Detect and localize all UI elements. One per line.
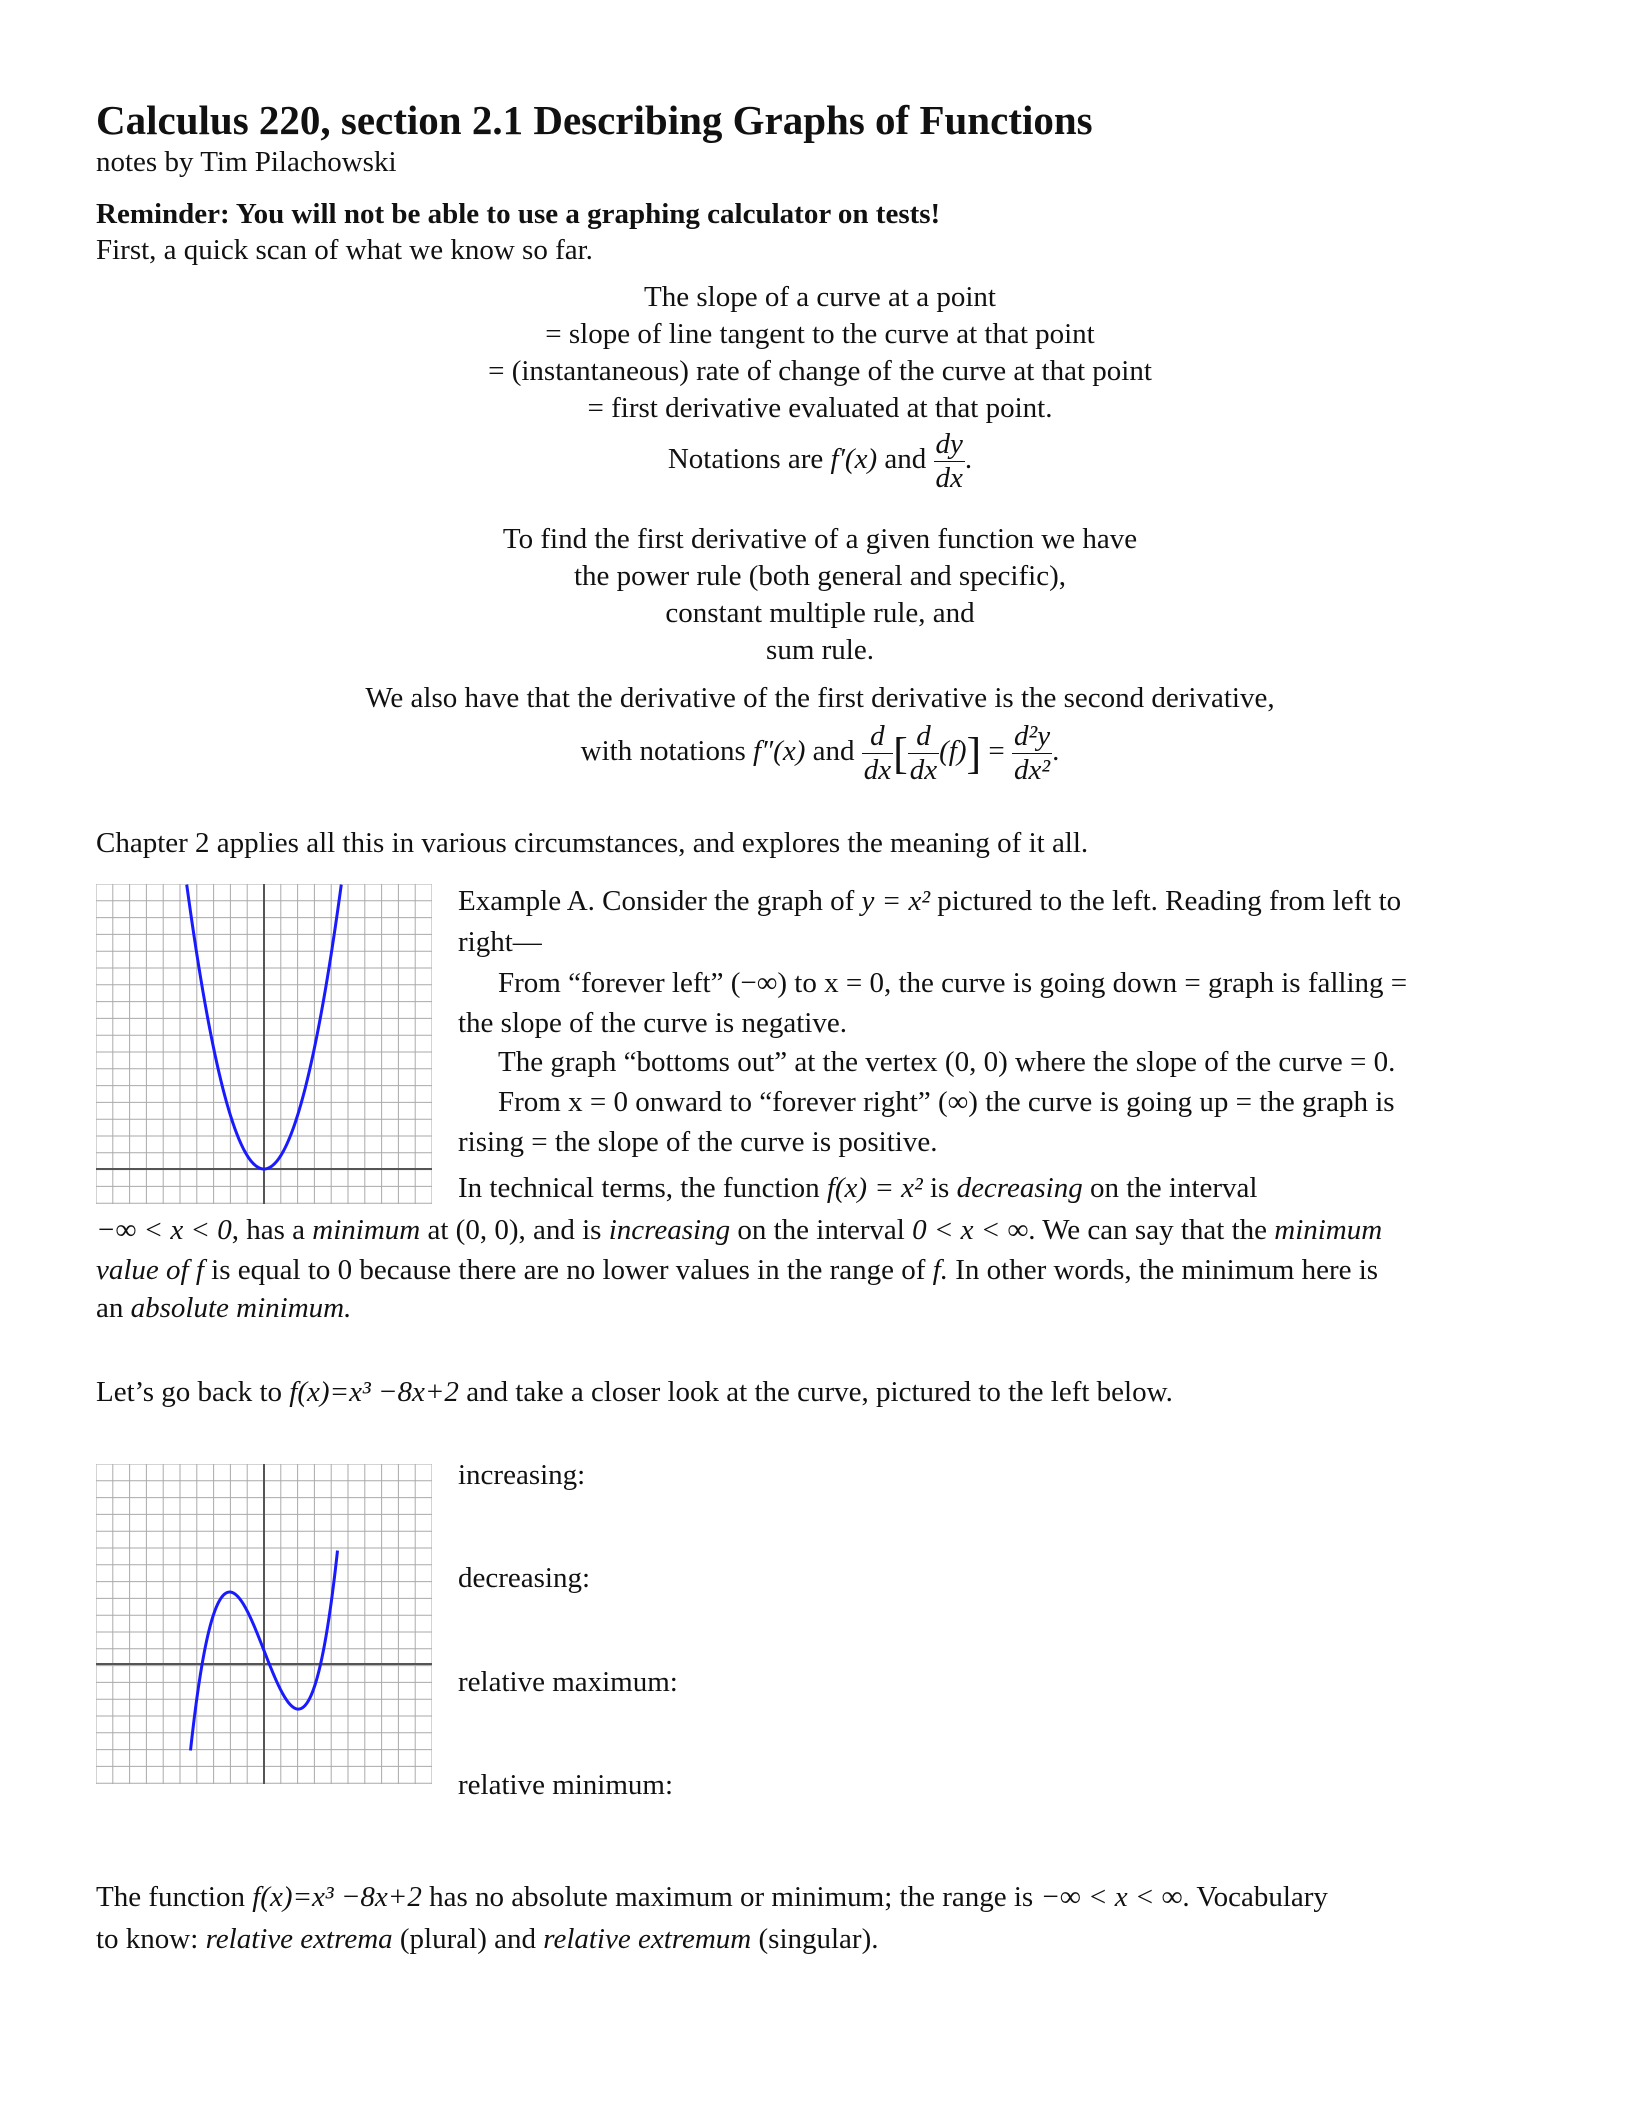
cubic-intro: Let’s go back to f(x)=x³ −8x+2 and take a closer look at the curve, pictured to the left below.	[96, 1376, 1173, 1408]
notations-period: .	[964, 443, 973, 476]
example-a-line-11: an absolute minimum.	[96, 1292, 352, 1324]
example-a-line-1: Example A. Consider the graph of y = x² pictured to the left. Reading from left to	[458, 885, 1402, 917]
label-relative-maximum: relative maximum:	[458, 1666, 678, 1698]
notations-and: and	[884, 443, 927, 476]
label-increasing: increasing:	[458, 1459, 586, 1491]
dy-numerator: dy	[935, 428, 963, 460]
notation-fprime: f′(x)	[830, 443, 878, 476]
notations-line	[0, 430, 1640, 493]
example-a-line-9: −∞ < x < 0, has a minimum at (0, 0), and is increasing on the interval 0 < x < ∞. We can say that the minimum	[96, 1214, 1383, 1246]
label-relative-minimum: relative minimum:	[458, 1769, 674, 1801]
slope-line-3: = (instantaneous) rate of change of the curve at that point	[488, 355, 1152, 387]
dx-denominator: dx	[935, 462, 963, 494]
reminder: Reminder: You will not be able to use a graphing calculator on tests!	[96, 198, 941, 230]
parabola-graph	[96, 884, 432, 1204]
intro-scan: First, a quick scan of what we know so far.	[96, 234, 593, 266]
example-a-line-8: In technical terms, the function f(x) = x² is decreasing on the interval	[458, 1172, 1258, 1204]
example-a-line-5: The graph “bottoms out” at the vertex (0, 0) where the slope of the curve = 0.	[498, 1046, 1396, 1078]
slope-line-2: = slope of line tangent to the curve at that point	[545, 318, 1095, 350]
author-line: notes by Tim Pilachowski	[96, 146, 397, 178]
notation-fdoubleprime: f″(x)	[753, 735, 806, 768]
rules-line-1: To find the first derivative of a given function we have	[502, 523, 1138, 555]
second-deriv-notation: with notations f″(x) and $\frac{d}{dx}$ [ $\frac{d}{dx}$ (f)] = $\frac{\text{d²y}}{\text{dx²}}$ .	[580, 720, 1060, 786]
cubic-graph	[96, 1464, 432, 1784]
example-a-line-10: value of f is equal to 0 because there are no lower values in the range of f. In other words, the minimum here is	[96, 1254, 1379, 1286]
label-decreasing: decreasing:	[458, 1562, 591, 1594]
closing-line-1: The function f(x)=x³ −8x+2 has no absolute maximum or minimum; the range is −∞ < x < ∞. Vocabulary	[96, 1881, 1328, 1913]
example-a-line-7: rising = the slope of the curve is positive.	[458, 1126, 938, 1158]
rules-line-3: constant multiple rule, and	[665, 597, 975, 629]
example-a-line-3: From “forever left” (−∞) to x = 0, the curve is going down = graph is falling =	[498, 967, 1408, 999]
example-a-line-2: right—	[458, 926, 542, 958]
rules-line-2: the power rule (both general and specific),	[574, 560, 1066, 592]
slope-line-1: The slope of a curve at a point	[644, 281, 996, 313]
d-dx-outer: $\frac{d}{dx}$	[863, 720, 892, 786]
rules-line-4: sum rule.	[766, 634, 874, 666]
example-a-line-4: the slope of the curve is negative.	[458, 1007, 847, 1039]
notations-and-2: and	[812, 735, 855, 768]
notations-prefix: Notations are	[667, 443, 824, 476]
second-deriv-line: We also have that the derivative of the first derivative is the second derivative,	[365, 682, 1275, 714]
dy-dx-fraction	[934, 430, 965, 493]
d2y-dx2-fraction: $\frac{\text{d²y}}{\text{dx²}}$	[1014, 720, 1051, 786]
page-title: Calculus 220, section 2.1 Describing Graphs of Functions	[96, 97, 1093, 143]
chapter-line: Chapter 2 applies all this in various circumstances, and explores the meaning of it all.	[96, 827, 1089, 859]
d-dx-inner: $\frac{d}{dx}$	[909, 720, 938, 786]
slope-line-4: = first derivative evaluated at that point.	[587, 392, 1053, 424]
example-a-line-6: From x = 0 onward to “forever right” (∞) the curve is going up = the graph is	[498, 1086, 1395, 1118]
closing-line-2: to know: relative extrema (plural) and relative extremum (singular).	[96, 1923, 879, 1955]
notations-prefix-2: with notations	[580, 735, 746, 768]
